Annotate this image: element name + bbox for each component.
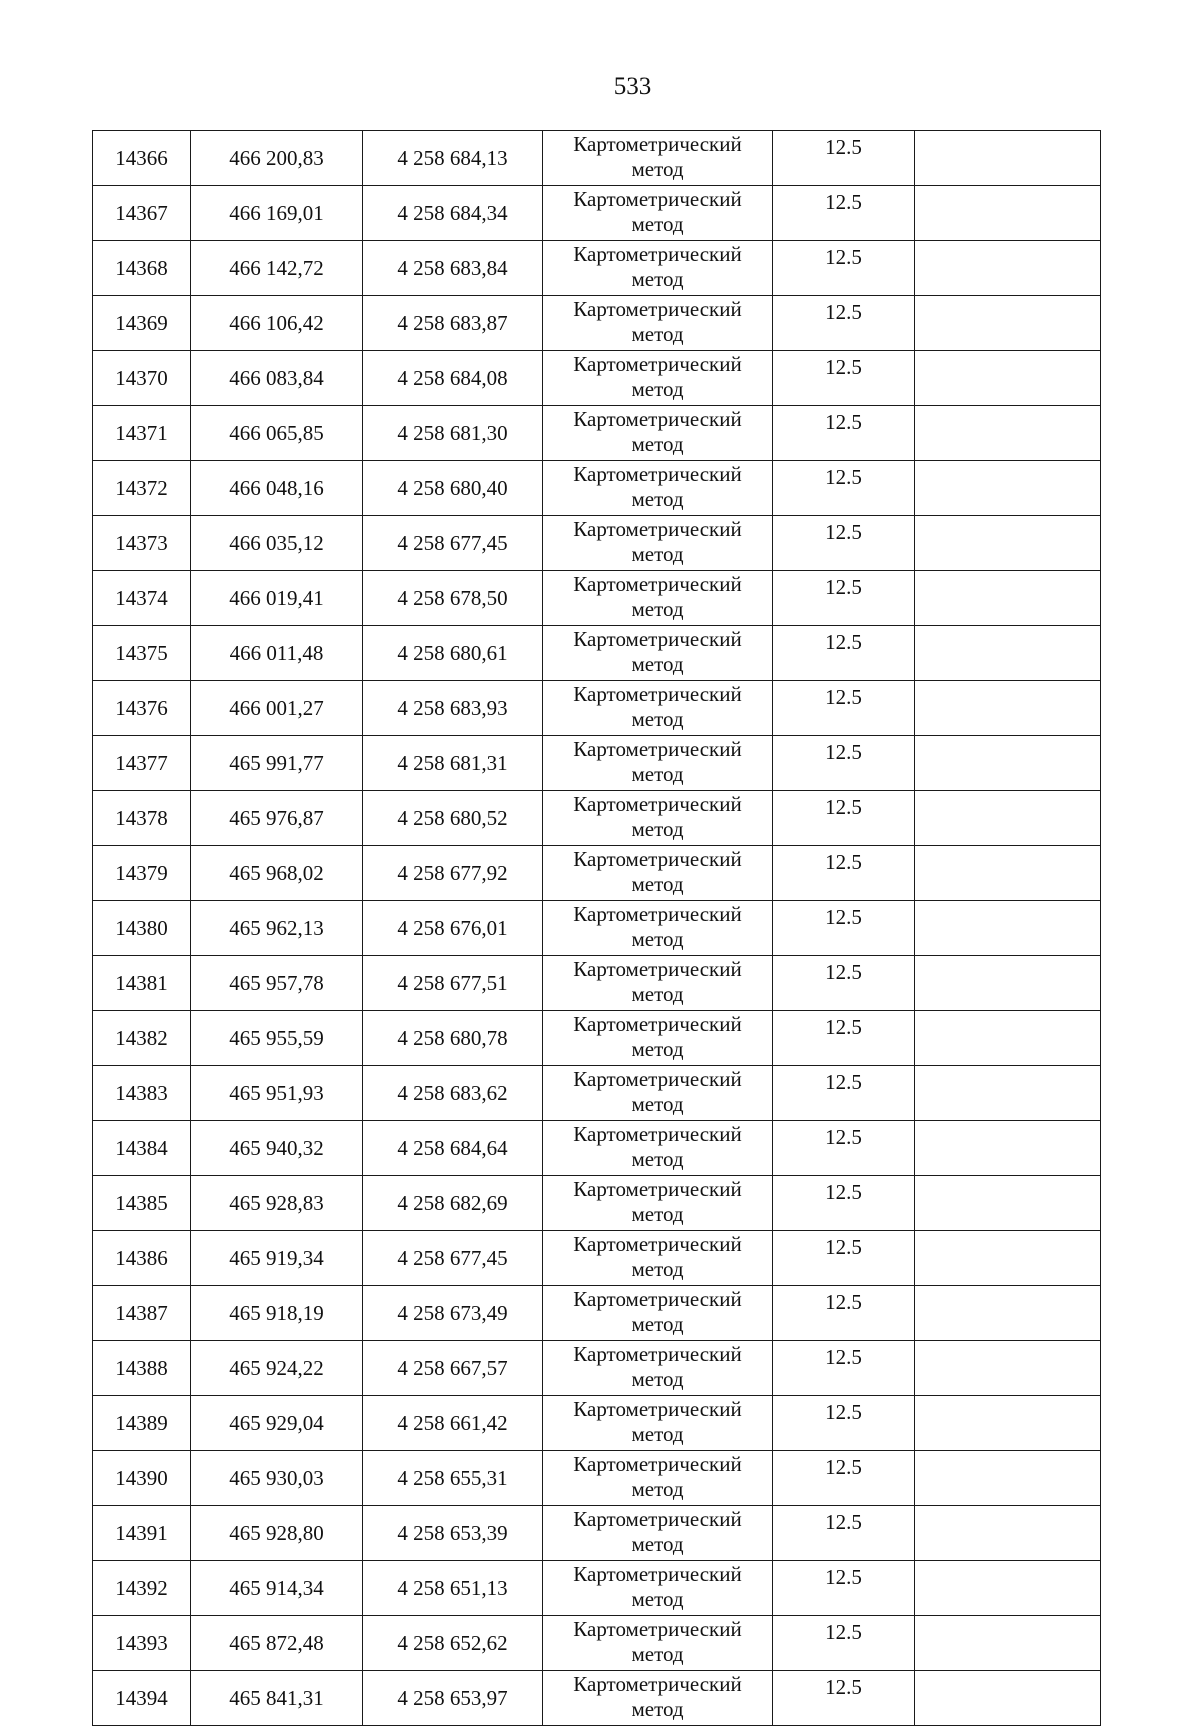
note-cell	[915, 131, 1101, 186]
accuracy-cell: 12.5	[773, 1341, 915, 1396]
y-coordinate-cell: 4 258 653,97	[363, 1671, 543, 1726]
method-cell	[543, 1176, 773, 1231]
y-coordinate-cell: 4 258 683,62	[363, 1066, 543, 1121]
table-row	[93, 1011, 1101, 1066]
accuracy-cell: 12.5	[773, 131, 915, 186]
method-label: Картометрический метод	[573, 626, 742, 676]
method-label: Картометрический метод	[573, 406, 742, 456]
page-number: 533	[613, 73, 652, 100]
note-cell	[915, 626, 1101, 681]
note-cell	[915, 681, 1101, 736]
accuracy-cell: 12.5	[773, 1066, 915, 1121]
x-coordinate-cell: 465 872,48	[191, 1616, 363, 1671]
point-number-cell: 14380	[93, 901, 191, 956]
method-cell	[543, 1231, 773, 1286]
point-number-cell: 14386	[93, 1231, 191, 1286]
x-coordinate-cell: 465 940,32	[191, 1121, 363, 1176]
point-number-cell: 14376	[93, 681, 191, 736]
method-cell	[543, 1121, 773, 1176]
accuracy-cell: 12.5	[773, 956, 915, 1011]
x-coordinate-cell: 465 918,19	[191, 1286, 363, 1341]
y-coordinate-cell: 4 258 678,50	[363, 571, 543, 626]
x-coordinate-cell: 466 048,16	[191, 461, 363, 516]
y-coordinate-cell: 4 258 677,45	[363, 516, 543, 571]
method-cell	[543, 1506, 773, 1561]
point-number-cell: 14369	[93, 296, 191, 351]
accuracy-cell: 12.5	[773, 846, 915, 901]
method-cell	[543, 516, 773, 571]
table-row	[93, 406, 1101, 461]
table-row	[93, 1506, 1101, 1561]
method-cell	[543, 1561, 773, 1616]
method-cell	[543, 736, 773, 791]
method-label: Картометрический метод	[573, 1121, 742, 1171]
method-label: Картометрический метод	[573, 846, 742, 896]
y-coordinate-cell: 4 258 684,13	[363, 131, 543, 186]
method-label: Картометрический метод	[573, 1011, 742, 1061]
accuracy-cell: 12.5	[773, 1231, 915, 1286]
method-cell	[543, 1671, 773, 1726]
table-row	[93, 461, 1101, 516]
y-coordinate-cell: 4 258 680,78	[363, 1011, 543, 1066]
method-cell	[543, 1341, 773, 1396]
method-label: Картометрический метод	[573, 461, 742, 511]
point-number-cell: 14382	[93, 1011, 191, 1066]
method-cell	[543, 791, 773, 846]
note-cell	[915, 1561, 1101, 1616]
y-coordinate-cell: 4 258 651,13	[363, 1561, 543, 1616]
y-coordinate-cell: 4 258 677,92	[363, 846, 543, 901]
accuracy-cell: 12.5	[773, 736, 915, 791]
table-row	[93, 1286, 1101, 1341]
x-coordinate-cell: 465 929,04	[191, 1396, 363, 1451]
point-number-cell: 14390	[93, 1451, 191, 1506]
point-number-cell: 14383	[93, 1066, 191, 1121]
table-row	[93, 791, 1101, 846]
method-label: Картометрический метод	[573, 1616, 742, 1666]
point-number-cell: 14384	[93, 1121, 191, 1176]
x-coordinate-cell: 466 142,72	[191, 241, 363, 296]
note-cell	[915, 1616, 1101, 1671]
method-label: Картометрический метод	[573, 1066, 742, 1116]
accuracy-cell: 12.5	[773, 1176, 915, 1231]
accuracy-cell: 12.5	[773, 351, 915, 406]
method-label: Картометрический метод	[573, 296, 742, 346]
accuracy-cell: 12.5	[773, 186, 915, 241]
y-coordinate-cell: 4 258 683,84	[363, 241, 543, 296]
method-cell	[543, 1066, 773, 1121]
method-cell	[543, 626, 773, 681]
note-cell	[915, 1671, 1101, 1726]
x-coordinate-cell: 466 019,41	[191, 571, 363, 626]
y-coordinate-cell: 4 258 684,08	[363, 351, 543, 406]
table-row	[93, 1671, 1101, 1726]
method-cell	[543, 1616, 773, 1671]
point-number-cell: 14374	[93, 571, 191, 626]
table-row	[93, 1451, 1101, 1506]
x-coordinate-cell: 466 065,85	[191, 406, 363, 461]
table-row	[93, 351, 1101, 406]
method-cell	[543, 846, 773, 901]
note-cell	[915, 571, 1101, 626]
table-row	[93, 1121, 1101, 1176]
method-cell	[543, 956, 773, 1011]
method-label: Картометрический метод	[573, 516, 742, 566]
y-coordinate-cell: 4 258 684,34	[363, 186, 543, 241]
method-cell	[543, 1286, 773, 1341]
x-coordinate-cell: 465 957,78	[191, 956, 363, 1011]
y-coordinate-cell: 4 258 655,31	[363, 1451, 543, 1506]
x-coordinate-cell: 465 928,80	[191, 1506, 363, 1561]
x-coordinate-cell: 465 928,83	[191, 1176, 363, 1231]
method-label: Картометрический метод	[573, 241, 742, 291]
y-coordinate-cell: 4 258 683,93	[363, 681, 543, 736]
note-cell	[915, 1341, 1101, 1396]
accuracy-cell: 12.5	[773, 1616, 915, 1671]
table-row	[93, 1341, 1101, 1396]
method-cell	[543, 241, 773, 296]
y-coordinate-cell: 4 258 652,62	[363, 1616, 543, 1671]
point-number-cell: 14391	[93, 1506, 191, 1561]
method-label: Картометрический метод	[573, 681, 742, 731]
point-number-cell: 14379	[93, 846, 191, 901]
accuracy-cell: 12.5	[773, 406, 915, 461]
y-coordinate-cell: 4 258 682,69	[363, 1176, 543, 1231]
note-cell	[915, 1121, 1101, 1176]
x-coordinate-cell: 465 924,22	[191, 1341, 363, 1396]
note-cell	[915, 186, 1101, 241]
x-coordinate-cell: 466 083,84	[191, 351, 363, 406]
table-row	[93, 1066, 1101, 1121]
table-row	[93, 1396, 1101, 1451]
x-coordinate-cell: 465 914,34	[191, 1561, 363, 1616]
method-cell	[543, 461, 773, 516]
x-coordinate-cell: 466 169,01	[191, 186, 363, 241]
table-row	[93, 736, 1101, 791]
method-label: Картометрический метод	[573, 1286, 742, 1336]
accuracy-cell: 12.5	[773, 1286, 915, 1341]
x-coordinate-cell: 466 200,83	[191, 131, 363, 186]
method-label: Картометрический метод	[573, 571, 742, 621]
note-cell	[915, 901, 1101, 956]
accuracy-cell: 12.5	[773, 901, 915, 956]
point-number-cell: 14377	[93, 736, 191, 791]
note-cell	[915, 846, 1101, 901]
accuracy-cell: 12.5	[773, 1671, 915, 1726]
y-coordinate-cell: 4 258 684,64	[363, 1121, 543, 1176]
accuracy-cell: 12.5	[773, 241, 915, 296]
table-row	[93, 956, 1101, 1011]
point-number-cell: 14368	[93, 241, 191, 296]
method-label: Картометрический метод	[573, 1231, 742, 1281]
x-coordinate-cell: 465 991,77	[191, 736, 363, 791]
x-coordinate-cell: 465 930,03	[191, 1451, 363, 1506]
method-label: Картометрический метод	[573, 131, 742, 181]
x-coordinate-cell: 466 035,12	[191, 516, 363, 571]
point-number-cell: 14381	[93, 956, 191, 1011]
point-number-cell: 14366	[93, 131, 191, 186]
note-cell	[915, 791, 1101, 846]
accuracy-cell: 12.5	[773, 791, 915, 846]
y-coordinate-cell: 4 258 677,51	[363, 956, 543, 1011]
table-row	[93, 571, 1101, 626]
method-label: Картометрический метод	[573, 791, 742, 841]
point-number-cell: 14385	[93, 1176, 191, 1231]
method-label: Картометрический метод	[573, 956, 742, 1006]
table-row	[93, 516, 1101, 571]
point-number-cell: 14392	[93, 1561, 191, 1616]
accuracy-cell: 12.5	[773, 571, 915, 626]
accuracy-cell: 12.5	[773, 1561, 915, 1616]
note-cell	[915, 1011, 1101, 1066]
point-number-cell: 14378	[93, 791, 191, 846]
accuracy-cell: 12.5	[773, 1121, 915, 1176]
x-coordinate-cell: 465 841,31	[191, 1671, 363, 1726]
point-number-cell: 14393	[93, 1616, 191, 1671]
point-number-cell: 14375	[93, 626, 191, 681]
y-coordinate-cell: 4 258 680,52	[363, 791, 543, 846]
y-coordinate-cell: 4 258 681,30	[363, 406, 543, 461]
method-cell	[543, 901, 773, 956]
y-coordinate-cell: 4 258 680,61	[363, 626, 543, 681]
y-coordinate-cell: 4 258 667,57	[363, 1341, 543, 1396]
note-cell	[915, 1231, 1101, 1286]
method-label: Картометрический метод	[573, 186, 742, 236]
point-number-cell: 14371	[93, 406, 191, 461]
table-row	[93, 1231, 1101, 1286]
accuracy-cell: 12.5	[773, 461, 915, 516]
table-row	[93, 1561, 1101, 1616]
y-coordinate-cell: 4 258 683,87	[363, 296, 543, 351]
table-row	[93, 846, 1101, 901]
method-cell	[543, 406, 773, 461]
x-coordinate-cell: 465 962,13	[191, 901, 363, 956]
x-coordinate-cell: 465 919,34	[191, 1231, 363, 1286]
accuracy-cell: 12.5	[773, 626, 915, 681]
table-row	[93, 1176, 1101, 1231]
note-cell	[915, 1506, 1101, 1561]
point-number-cell: 14372	[93, 461, 191, 516]
table-row	[93, 901, 1101, 956]
method-label: Картометрический метод	[573, 351, 742, 401]
table-row	[93, 296, 1101, 351]
y-coordinate-cell: 4 258 681,31	[363, 736, 543, 791]
note-cell	[915, 516, 1101, 571]
method-cell	[543, 571, 773, 626]
note-cell	[915, 1066, 1101, 1121]
method-label: Картометрический метод	[573, 736, 742, 786]
note-cell	[915, 461, 1101, 516]
method-label: Картометрический метод	[573, 901, 742, 951]
accuracy-cell: 12.5	[773, 1396, 915, 1451]
point-number-cell: 14373	[93, 516, 191, 571]
accuracy-cell: 12.5	[773, 516, 915, 571]
y-coordinate-cell: 4 258 653,39	[363, 1506, 543, 1561]
accuracy-cell: 12.5	[773, 1451, 915, 1506]
coordinates-table-body	[93, 131, 1101, 1726]
method-cell	[543, 186, 773, 241]
y-coordinate-cell: 4 258 677,45	[363, 1231, 543, 1286]
method-cell	[543, 1451, 773, 1506]
coordinates-table	[92, 130, 1101, 1726]
table-row	[93, 626, 1101, 681]
note-cell	[915, 406, 1101, 461]
method-cell	[543, 1396, 773, 1451]
x-coordinate-cell: 466 106,42	[191, 296, 363, 351]
point-number-cell: 14389	[93, 1396, 191, 1451]
accuracy-cell: 12.5	[773, 296, 915, 351]
note-cell	[915, 1286, 1101, 1341]
note-cell	[915, 241, 1101, 296]
method-label: Картометрический метод	[573, 1176, 742, 1226]
note-cell	[915, 736, 1101, 791]
note-cell	[915, 1176, 1101, 1231]
method-label: Картометрический метод	[573, 1341, 742, 1391]
note-cell	[915, 296, 1101, 351]
point-number-cell: 14388	[93, 1341, 191, 1396]
point-number-cell: 14394	[93, 1671, 191, 1726]
x-coordinate-cell: 466 011,48	[191, 626, 363, 681]
note-cell	[915, 956, 1101, 1011]
method-label: Картометрический метод	[573, 1561, 742, 1611]
method-cell	[543, 681, 773, 736]
point-number-cell: 14370	[93, 351, 191, 406]
table-row	[93, 131, 1101, 186]
accuracy-cell: 12.5	[773, 1011, 915, 1066]
y-coordinate-cell: 4 258 680,40	[363, 461, 543, 516]
y-coordinate-cell: 4 258 676,01	[363, 901, 543, 956]
table-row	[93, 1616, 1101, 1671]
method-label: Картометрический метод	[573, 1451, 742, 1501]
y-coordinate-cell: 4 258 661,42	[363, 1396, 543, 1451]
x-coordinate-cell: 465 951,93	[191, 1066, 363, 1121]
table-row	[93, 186, 1101, 241]
method-cell	[543, 296, 773, 351]
note-cell	[915, 351, 1101, 406]
table-row	[93, 241, 1101, 296]
method-cell	[543, 1011, 773, 1066]
method-cell	[543, 351, 773, 406]
table-row	[93, 681, 1101, 736]
x-coordinate-cell: 465 955,59	[191, 1011, 363, 1066]
point-number-cell: 14387	[93, 1286, 191, 1341]
x-coordinate-cell: 466 001,27	[191, 681, 363, 736]
y-coordinate-cell: 4 258 673,49	[363, 1286, 543, 1341]
method-cell	[543, 131, 773, 186]
note-cell	[915, 1396, 1101, 1451]
method-label: Картометрический метод	[573, 1396, 742, 1446]
accuracy-cell: 12.5	[773, 681, 915, 736]
accuracy-cell: 12.5	[773, 1506, 915, 1561]
x-coordinate-cell: 465 976,87	[191, 791, 363, 846]
method-label: Картометрический метод	[573, 1671, 742, 1721]
note-cell	[915, 1451, 1101, 1506]
method-label: Картометрический метод	[573, 1506, 742, 1556]
x-coordinate-cell: 465 968,02	[191, 846, 363, 901]
point-number-cell: 14367	[93, 186, 191, 241]
